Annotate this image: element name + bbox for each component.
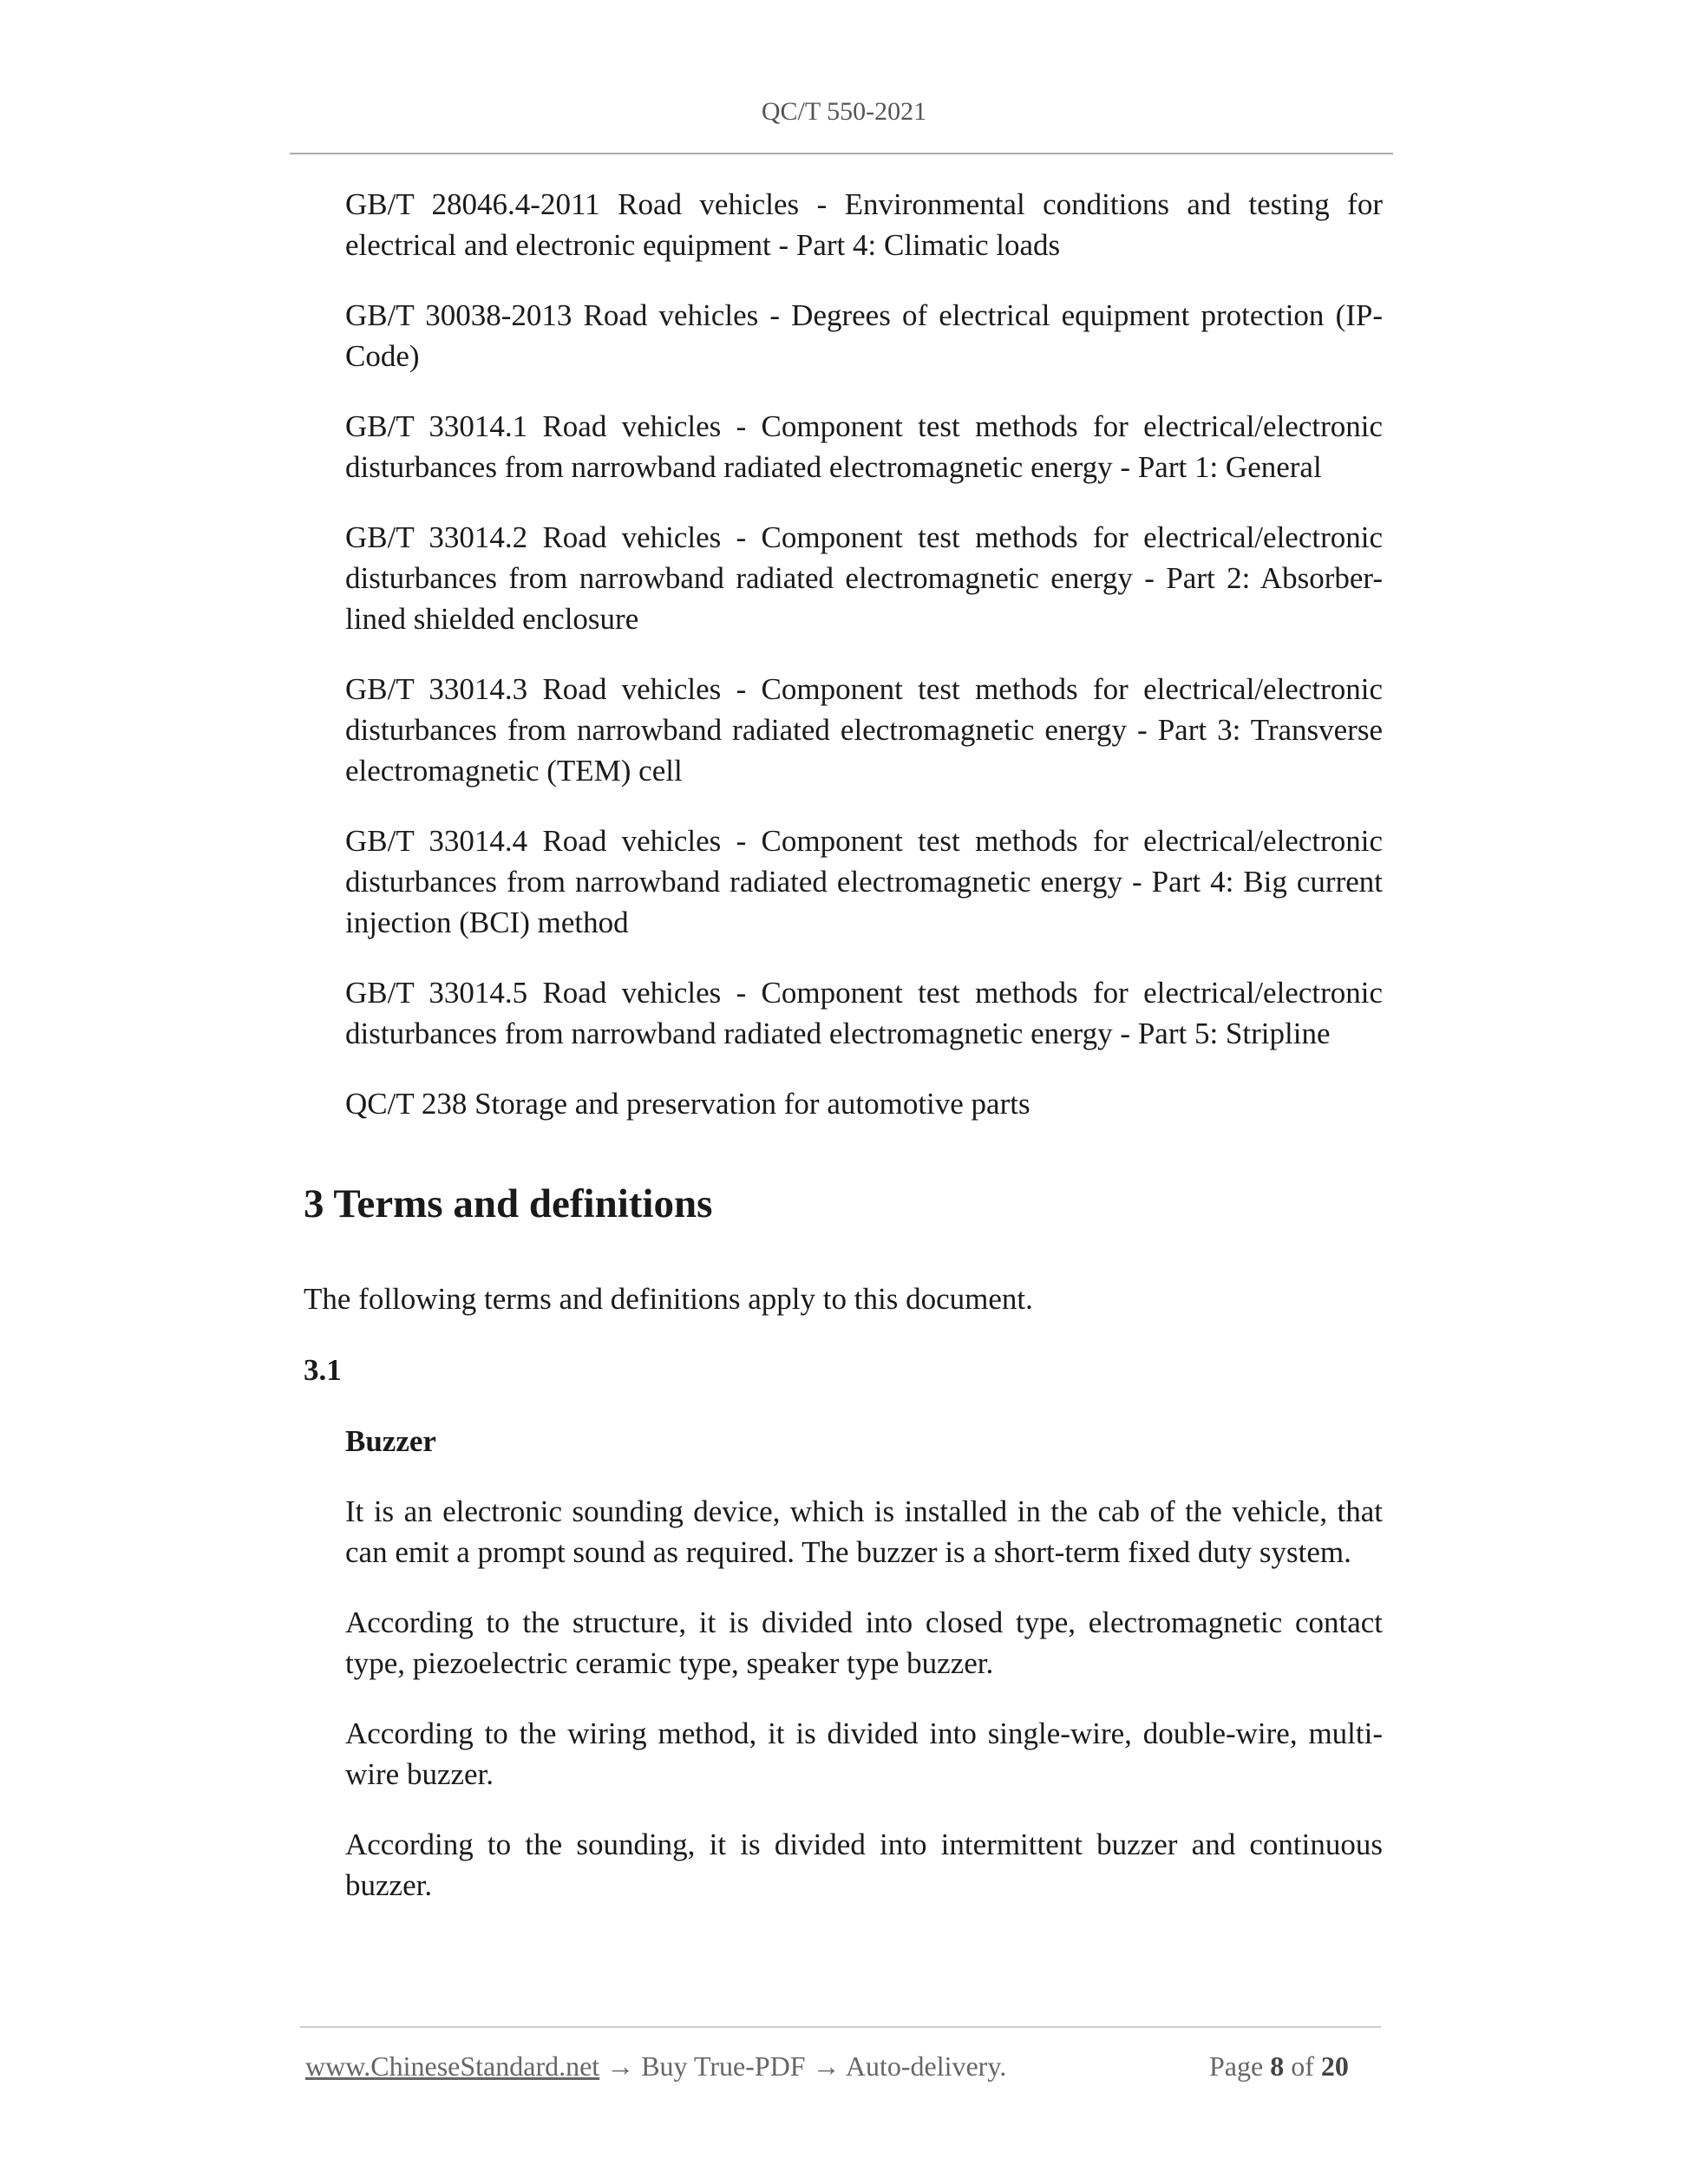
of-label: of [1291,2050,1314,2082]
auto-delivery-text: Auto-delivery. [845,2050,1007,2082]
definition-paragraph: According to the structure, it is divided into closed type, electromagnetic contact type, piezoelectric ceramic type, speaker type buzzer. [345,1605,1383,1680]
footer-divider [300,2026,1381,2028]
buy-pdf-text: Buy True-PDF [641,2050,806,2082]
page-indicator [1209,2047,1349,2085]
reference-item: QC/T 238 Storage and preservation for automotive parts [345,1087,1030,1121]
arrow-right-icon: → [812,2050,841,2082]
page-label: Page [1209,2050,1264,2082]
header-divider [290,153,1393,154]
section-intro: The following terms and definitions apply to this document. [304,1282,1033,1316]
arrow-right-icon: → [606,2050,635,2082]
reference-item: GB/T 33014.1 Road vehicles - Component test methods for electrical/electronic disturbances from narrowband radiated electromagnetic energy - Part 1: General [345,409,1383,484]
definition-paragraph: According to the sounding, it is divided into intermittent buzzer and continuous buzzer. [345,1828,1383,1902]
definition-paragraph: It is an electronic sounding device, which is installed in the cab of the vehicle, that can emit a prompt sound as required. The buzzer is a short-term fixed duty system. [345,1494,1383,1569]
reference-item: GB/T 33014.2 Road vehicles - Component test methods for electrical/electronic disturbances from narrowband radiated electromagnetic energy - Part 2: Absorber-lined shielded enclosure [345,520,1383,636]
reference-item: GB/T 33014.5 Road vehicles - Component test methods for electrical/electronic disturbances from narrowband radiated electromagnetic energy - Part 5: Stripline [345,976,1383,1050]
reference-item: GB/T 33014.3 Road vehicles - Component test methods for electrical/electronic disturbances from narrowband radiated electromagnetic energy - Part 3: Transverse electromagnetic (TEM) cell [345,672,1383,788]
definition-paragraph: According to the wiring method, it is divided into single-wire, double-wire, multi-wire buzzer. [345,1716,1383,1791]
website-link[interactable]: www.ChineseStandard.net [305,2050,600,2082]
current-page-number: 8 [1270,2050,1285,2082]
reference-item: GB/T 30038-2013 Road vehicles - Degrees of electrical equipment protection (IP-Code) [345,298,1383,373]
section-heading: 3 Terms and definitions [304,1181,713,1226]
term-definition-block [345,1421,1383,1935]
footer-promo [305,2047,1006,2085]
term-number: 3.1 [304,1353,342,1387]
reference-item: GB/T 33014.4 Road vehicles - Component test methods for electrical/electronic disturbances from narrowband radiated electromagnetic energy - Part 4: Big current injection (BCI) method [345,824,1383,939]
document-code-header: QC/T 550-2021 [761,97,927,126]
term-name: Buzzer [345,1424,436,1458]
reference-item: GB/T 28046.4-2011 Road vehicles - Environmental conditions and testing for electrical and electronic equipment - Part 4: Climatic loads [345,187,1383,262]
total-page-count: 20 [1320,2050,1349,2082]
normative-references-list [345,184,1383,1154]
